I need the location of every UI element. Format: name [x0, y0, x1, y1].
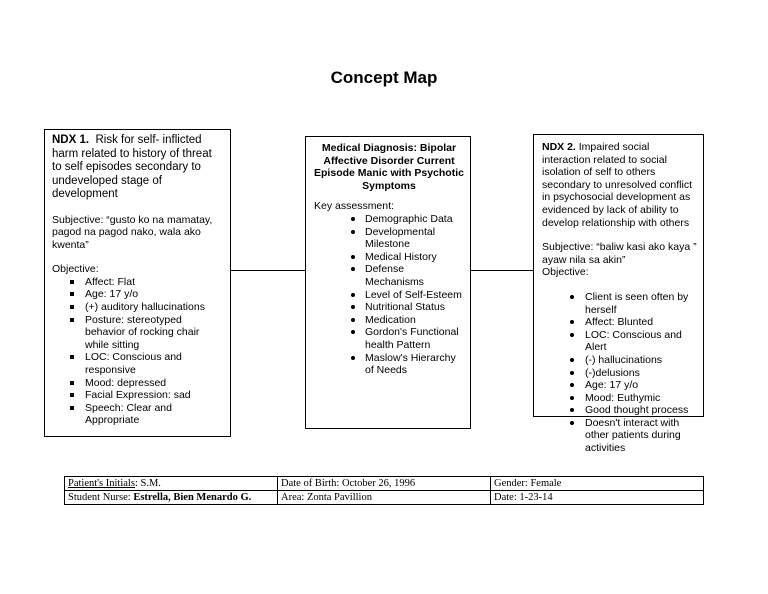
medical-diagnosis-box — [305, 136, 471, 429]
student-nurse-label: Student Nurse: — [68, 491, 131, 503]
list-item: Level of Self-Esteem — [314, 289, 464, 302]
list-item: (+) auditory hallucinations — [52, 301, 224, 314]
list-item: Medication — [314, 314, 464, 327]
list-item: LOC: Conscious and responsive — [52, 351, 224, 376]
list-item: Nutritional Status — [314, 301, 464, 314]
ndx2-box — [533, 134, 704, 455]
list-item: Facial Expression: sad — [52, 389, 224, 402]
list-item: Doesn't interact with other patients during activities — [542, 417, 697, 455]
ndx1-subjective: Subjective: “gusto ko na mamatay, pagod na pagod nako, wala ako kwenta” — [52, 213, 213, 251]
list-item: Developmental Milestone — [314, 226, 464, 251]
list-item: Age: 17 y/o — [542, 379, 697, 392]
list-item: Client is seen often by herself — [542, 291, 697, 316]
page-title: Concept Map — [330, 68, 438, 87]
ndx1-objective-label: Objective: — [52, 263, 99, 276]
list-item: Defense Mechanisms — [314, 263, 464, 288]
ndx1-heading — [52, 134, 224, 202]
area-cell: Area: Zonta Pavillion — [278, 491, 491, 505]
student-nurse-cell — [65, 491, 278, 505]
table-row — [65, 477, 704, 491]
patient-initials-cell — [65, 477, 278, 491]
ndx2-objective-list — [542, 291, 697, 455]
ndx1-box — [44, 129, 231, 437]
date-cell: Date: 1-23-14 — [491, 491, 704, 505]
ndx2-text: Impaired social interaction related to social isolation of self to others secondary to unresolved conflict in psychosocial development as evidenced by lack of ability to develop relationship with others — [542, 141, 692, 229]
list-item: Speech: Clear and Appropriate — [52, 402, 224, 427]
list-item: Gordon's Functional health Pattern — [314, 326, 464, 351]
list-item: (-) hallucinations — [542, 354, 697, 367]
patient-initials-label: Patient's Initials — [68, 477, 135, 489]
medical-diagnosis-heading: Medical Diagnosis: Bipolar Affective Disorder Current Episode Manic with Psychotic Symptoms — [314, 142, 464, 192]
table-row — [65, 491, 704, 505]
student-nurse-value: Estrella, Bien Menardo G. — [133, 491, 252, 503]
ndx2-heading — [542, 141, 697, 229]
list-item: Posture: stereotyped behavior of rocking chair while sitting — [52, 314, 224, 352]
ndx1-label: NDX 1. — [52, 134, 90, 146]
key-assessment-list — [314, 213, 464, 377]
list-item: Medical History — [314, 251, 464, 264]
list-item: Mood: depressed — [52, 377, 224, 390]
list-item: Age: 17 y/o — [52, 288, 224, 301]
list-item: Good thought process — [542, 404, 697, 417]
list-item: Affect: Flat — [52, 276, 224, 289]
patient-info-table — [64, 476, 704, 505]
ndx2-subjective: Subjective: “baliw kasi ako kaya ” ayaw nila sa akin” — [542, 241, 697, 266]
key-assessment-label: Key assessment: — [314, 200, 394, 213]
ndx2-label: NDX 2. — [542, 141, 576, 153]
connector-line-left — [231, 270, 305, 271]
list-item: Affect: Blunted — [542, 316, 697, 329]
date-of-birth-cell: Date of Birth: October 26, 1996 — [278, 477, 491, 491]
list-item: Mood: Euthymic — [542, 392, 697, 405]
list-item: (-)delusions — [542, 367, 697, 380]
patient-initials-value: : S.M. — [134, 477, 161, 489]
connector-line-right — [471, 270, 533, 271]
gender-cell: Gender: Female — [491, 477, 704, 491]
ndx1-text: Risk for self- inflicted harm related to history of threat to self episodes secondary to undeveloped stage of development — [52, 134, 212, 200]
ndx2-objective-label: Objective: — [542, 266, 589, 279]
list-item: Maslow's Hierarchy of Needs — [314, 352, 464, 377]
ndx1-objective-list — [52, 276, 224, 427]
list-item: Demographic Data — [314, 213, 464, 226]
list-item: LOC: Conscious and Alert — [542, 329, 697, 354]
